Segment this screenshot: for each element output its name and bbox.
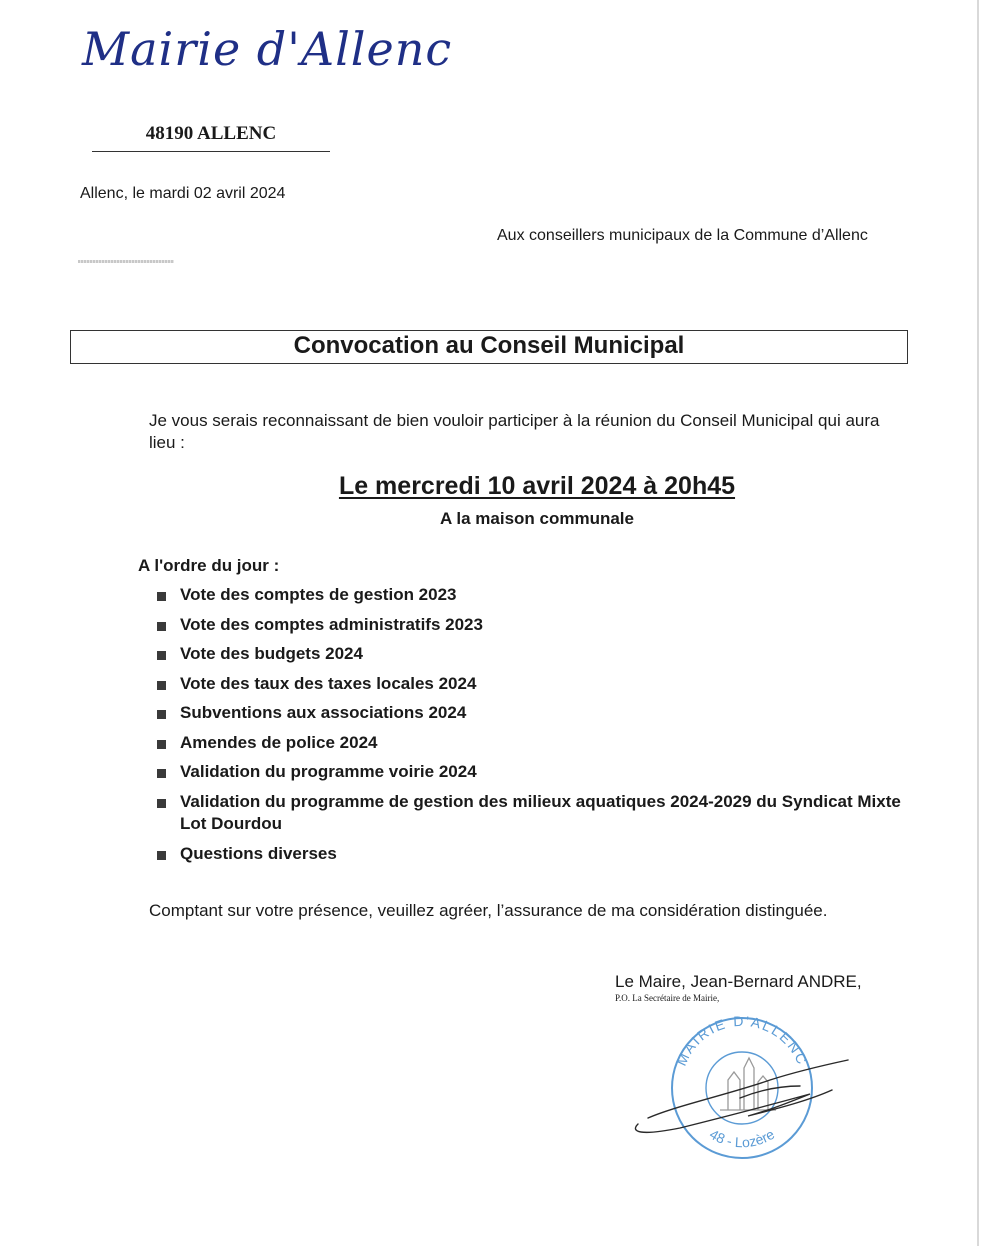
signatory-line: Le Maire, Jean-Bernard ANDRE, — [615, 972, 862, 991]
square-bullet-icon — [157, 592, 166, 601]
closing-paragraph: Comptant sur votre présence, veuillez agréer, l’assurance de ma considération distinguée. — [149, 901, 828, 920]
agenda-item — [157, 673, 917, 696]
meeting-date: Le mercredi 10 avril 2024 à 20h45 — [338, 472, 736, 500]
header-divider — [92, 151, 330, 152]
page-edge — [977, 0, 979, 1246]
agenda-item-text: Amendes de police 2024 — [180, 732, 378, 752]
intro-paragraph: Je vous serais reconnaissant de bien vouloir participer à la réunion du Conseil Municipal qui aura lieu : — [149, 411, 880, 452]
square-bullet-icon — [157, 851, 166, 860]
handwritten-signature — [635, 1060, 848, 1132]
agenda-item-text: Validation du programme voirie 2024 — [180, 762, 477, 781]
agenda-item-text: Questions diverses — [180, 843, 337, 863]
church-emblem-icon — [720, 1058, 776, 1110]
agenda-item — [157, 791, 917, 836]
agenda-heading: A l'ordre du jour : — [138, 556, 280, 575]
recipient-line: Aux conseillers municipaux de la Commune d’Allenc — [497, 227, 868, 244]
stamp-text-top: MAIRIE D'ALLENC — [672, 1012, 812, 1069]
stamp-inner-ring — [706, 1052, 778, 1124]
mairie-logo-title: Mairie d'Allenc — [82, 22, 453, 76]
agenda-item-text: Vote des comptes administratifs 2023 — [180, 614, 483, 634]
agenda-item-text: Subventions aux associations 2024 — [180, 703, 467, 722]
agenda-item-text: Vote des budgets 2024 — [180, 644, 363, 663]
postcode-city: 48190 ALLENC — [145, 123, 277, 144]
agenda-item — [157, 643, 917, 666]
agenda-item-text: Vote des taux des taxes locales 2024 — [180, 673, 477, 693]
square-bullet-icon — [157, 651, 166, 660]
agenda-item — [157, 732, 917, 755]
title-box — [70, 330, 908, 364]
po-line: P.O. La Secrétaire de Mairie, — [615, 993, 720, 1003]
agenda-item — [157, 843, 917, 866]
letter-title: Convocation au Conseil Municipal — [293, 332, 685, 359]
agenda-item — [157, 584, 917, 607]
stamp-text-bottom: 48 - Lozère — [706, 1125, 778, 1151]
agenda-item-text: Vote des comptes de gestion 2023 — [180, 585, 457, 604]
square-bullet-icon — [157, 799, 166, 808]
agenda-item — [157, 761, 917, 784]
square-bullet-icon — [157, 681, 166, 690]
redacted-reference — [78, 260, 174, 263]
square-bullet-icon — [157, 622, 166, 631]
letter-date: Allenc, le mardi 02 avril 2024 — [80, 185, 286, 202]
agenda-item-text: Validation du programme de gestion des milieux aquatiques 2024-2029 du Syndicat Mixte Lot Dourdou — [180, 791, 901, 833]
square-bullet-icon — [157, 710, 166, 719]
square-bullet-icon — [157, 769, 166, 778]
agenda-item — [157, 702, 917, 725]
agenda-list — [157, 584, 917, 872]
meeting-place: A la maison communale — [440, 509, 634, 528]
agenda-item — [157, 614, 917, 637]
square-bullet-icon — [157, 740, 166, 749]
mairie-stamp-and-signature — [620, 1010, 860, 1170]
